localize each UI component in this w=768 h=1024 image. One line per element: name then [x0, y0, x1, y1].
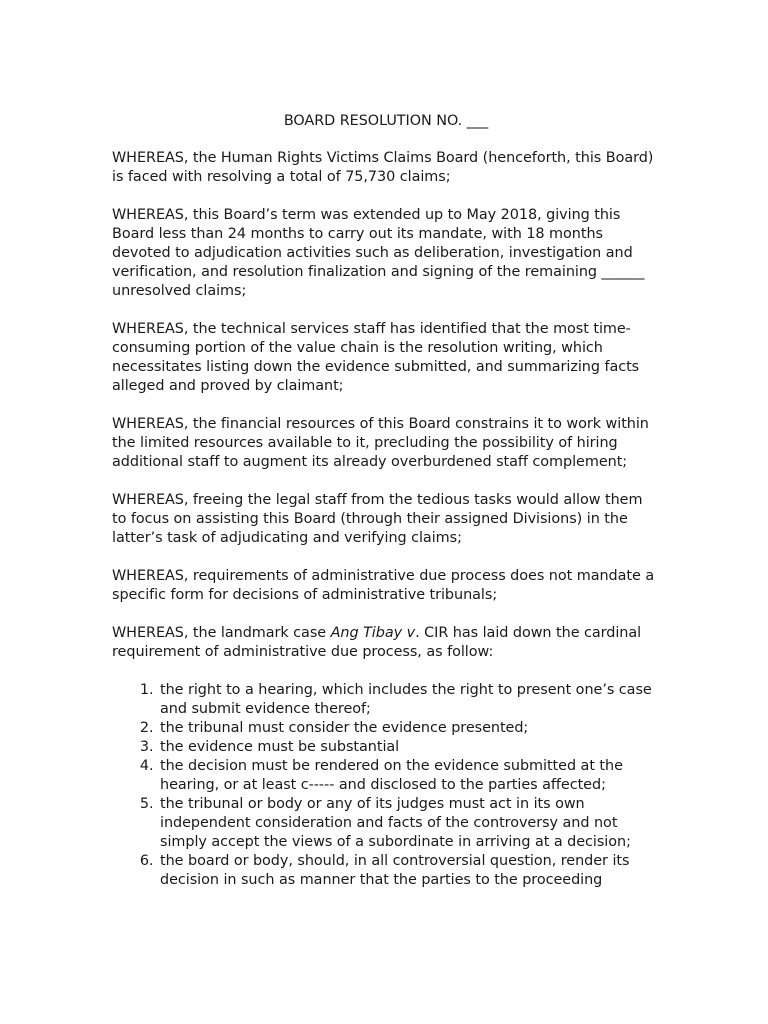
whereas-clause-2: WHEREAS, this Board’s term was extended up to May 2018, giving this Board less than 24 months to carry out its mandate, with 18 months devoted to adjudication activities such as deliberation, investigation and verification, and resolution finalization and signing of the remaining ______ unresolved claims;: [112, 207, 645, 299]
requirement-item: 1. the right to a hearing, which includes the right to present one’s case and submit evidence thereof;: [158, 681, 660, 719]
whereas-clause-6: WHEREAS, requirements of administrative due process does not mandate a specific form for decisions of administrative tribunals;: [112, 568, 655, 603]
document-page: [112, 112, 660, 890]
landmark-text-after: . CIR has laid down the cardinal requirement of administrative due process, as follow:: [112, 625, 642, 660]
due-process-requirements-list: [112, 681, 660, 890]
requirement-item: 6. the board or body, should, in all controversial question, render its decision in such as manner that the parties to the proceeding: [158, 852, 660, 890]
requirement-item: 5. the tribunal or body or any of its judges must act in its own independent consideration and facts of the controversy and not simply accept the views of a subordinate in arriving at a decision;: [158, 795, 660, 852]
whereas-clause-4: WHEREAS, the financial resources of this Board constrains it to work within the limited resources available to it, precluding the possibility of hiring additional staff to augment its already overburdened staff complement;: [112, 416, 649, 470]
whereas-clause-landmark: [112, 624, 660, 662]
requirement-item: 4. the decision must be rendered on the evidence submitted at the hearing, or at least c----- and disclosed to the parties affected;: [158, 757, 660, 795]
resolution-title: BOARD RESOLUTION NO. ___: [283, 113, 489, 129]
whereas-clause-3: WHEREAS, the technical services staff has identified that the most time-consuming portion of the value chain is the resolution writing, which necessitates listing down the evidence submitted, and summarizing facts alleged and proved by claimant;: [112, 321, 640, 394]
case-name: Ang Tibay v: [330, 625, 416, 641]
whereas-clause-5: WHEREAS, freeing the legal staff from the tedious tasks would allow them to focus on assisting this Board (through their assigned Divisions) in the latter’s task of adjudicating and verifying claims;: [112, 492, 643, 546]
landmark-text-before: WHEREAS, the landmark case: [112, 625, 331, 641]
requirement-item: 2. the tribunal must consider the evidence presented;: [158, 719, 660, 738]
whereas-clause-1: WHEREAS, the Human Rights Victims Claims Board (henceforth, this Board) is faced with resolving a total of 75,730 claims;: [112, 150, 654, 185]
requirement-item: 3. the evidence must be substantial: [158, 738, 660, 757]
